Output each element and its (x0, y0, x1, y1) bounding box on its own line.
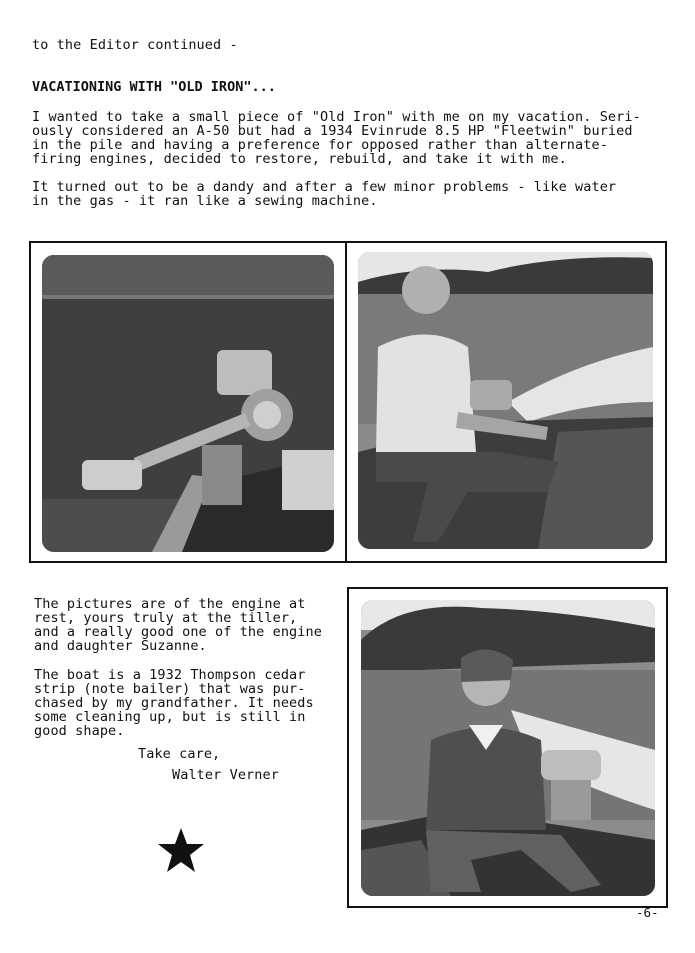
paragraph-3-line: and daughter Suzanne. (34, 638, 207, 654)
paragraph-3-line: rest, yours truly at the tiller, (34, 610, 298, 626)
paragraph-1-line: ously considered an A-50 but had a 1934 Evinrude 8.5 HP "Fleetwin" buried (32, 123, 633, 139)
frame-divider (345, 242, 347, 562)
photo-engine-at-rest (42, 255, 334, 552)
paragraph-4-line: chased by my grandfather. It needs (34, 695, 314, 711)
paragraph-4-line: The boat is a 1932 Thompson cedar (34, 667, 306, 683)
paragraph-1-line: in the pile and having a preference for opposed rather than alternate- (32, 137, 608, 153)
paragraph-4-line: good shape. (34, 723, 125, 739)
paragraph-3-line: and a really good one of the engine (34, 624, 322, 640)
page-number: -6- (636, 905, 659, 920)
paragraph-2-line: It turned out to be a dandy and after a few minor problems - like water (32, 179, 617, 195)
paragraph-4-line: strip (note bailer) that was pur- (34, 681, 306, 697)
closing: Take care, (138, 746, 221, 762)
paragraph-1-line: I wanted to take a small piece of "Old Iron" with me on my vacation. Seri- (32, 109, 641, 125)
photo-man-at-tiller (358, 252, 653, 549)
paragraph-1-line: firing engines, decided to restore, rebuild, and take it with me. (32, 151, 567, 167)
paragraph-4-line: some cleaning up, but is still in (34, 709, 306, 725)
star-icon (156, 826, 206, 876)
photo-daughter-with-engine (361, 600, 655, 896)
header-continued: to the Editor continued - (32, 37, 238, 53)
article-title: VACATIONING WITH "OLD IRON"... (32, 79, 276, 95)
signature: Walter Verner (172, 767, 279, 783)
paragraph-2-line: in the gas - it ran like a sewing machine. (32, 193, 378, 209)
paragraph-3-line: The pictures are of the engine at (34, 596, 306, 612)
